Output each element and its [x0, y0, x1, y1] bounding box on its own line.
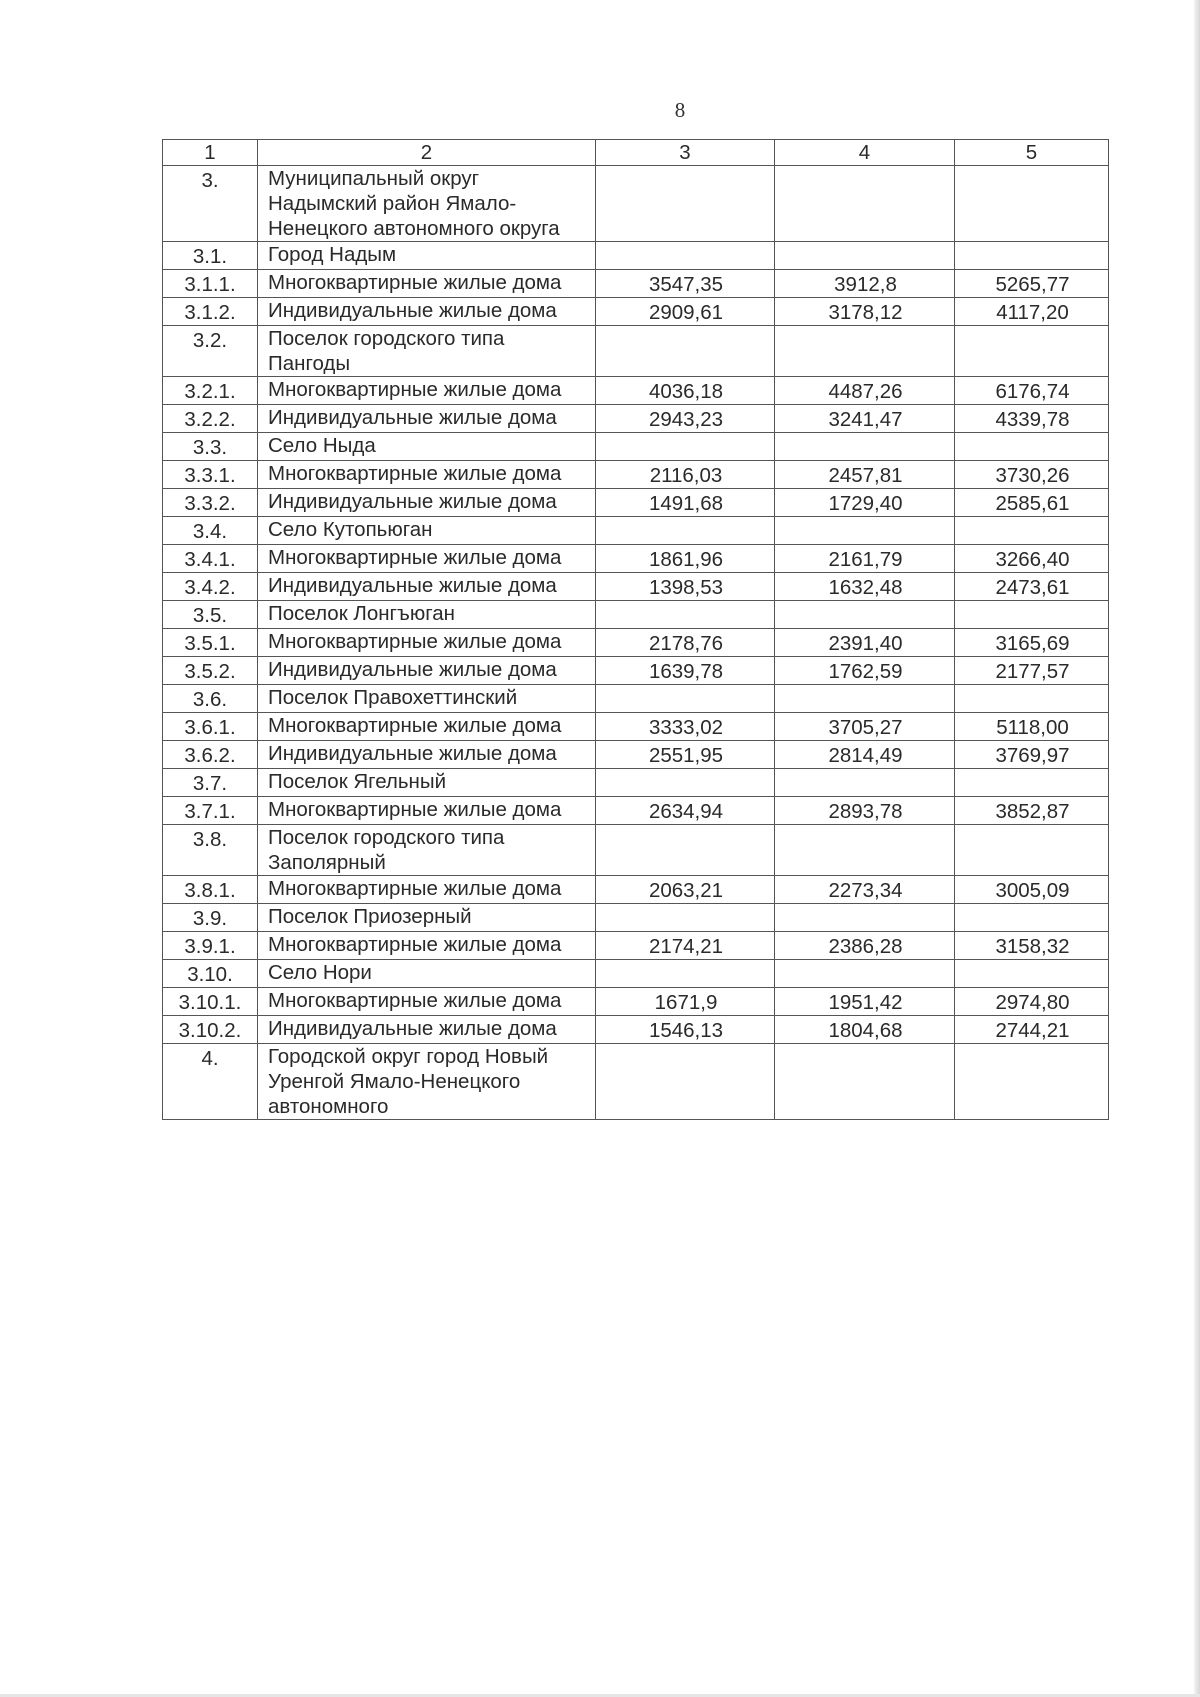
row-number-cell: 3.4.1.: [163, 545, 258, 573]
header-cell: 5: [955, 140, 1109, 166]
value-cell-col3: 2634,94: [596, 797, 775, 825]
value-cell-col5: 3852,87: [955, 797, 1109, 825]
value-cell-col3: [596, 1044, 775, 1120]
table-row: [163, 545, 1109, 573]
value-cell-col3: [596, 166, 775, 242]
value-cell-col4: [775, 517, 955, 545]
table-row: [163, 685, 1109, 713]
value-cell-col4: [775, 825, 955, 876]
row-number-cell: 3.1.2.: [163, 298, 258, 326]
value-cell-col4: 2391,40: [775, 629, 955, 657]
row-number-cell: 3.4.2.: [163, 573, 258, 601]
row-number-cell: 3.1.: [163, 242, 258, 270]
value-cell-col3: [596, 433, 775, 461]
value-cell-col5: 3266,40: [955, 545, 1109, 573]
row-name-cell: Поселок Лонгъюган: [258, 601, 596, 629]
value-cell-col5: [955, 433, 1109, 461]
value-cell-col4: 3241,47: [775, 405, 955, 433]
table-row: [163, 1044, 1109, 1120]
row-number-cell: 3.10.2.: [163, 1016, 258, 1044]
row-number-cell: 3.9.1.: [163, 932, 258, 960]
row-name-cell: Многоквартирные жилые дома: [258, 876, 596, 904]
value-cell-col3: 2909,61: [596, 298, 775, 326]
value-cell-col4: [775, 769, 955, 797]
value-cell-col4: [775, 601, 955, 629]
table-row: [163, 517, 1109, 545]
value-cell-col3: 1398,53: [596, 573, 775, 601]
row-number-cell: 3.2.2.: [163, 405, 258, 433]
row-name-cell: Многоквартирные жилые дома: [258, 270, 596, 298]
row-number-cell: 3.1.1.: [163, 270, 258, 298]
value-cell-col5: 6176,74: [955, 377, 1109, 405]
table-row: [163, 298, 1109, 326]
value-cell-col4: 2457,81: [775, 461, 955, 489]
value-cell-col3: 2178,76: [596, 629, 775, 657]
row-number-cell: 3.8.: [163, 825, 258, 876]
row-number-cell: 3.6.2.: [163, 741, 258, 769]
row-name-cell: Село Ныда: [258, 433, 596, 461]
value-cell-col3: 1861,96: [596, 545, 775, 573]
value-cell-col3: [596, 601, 775, 629]
table-row: [163, 1016, 1109, 1044]
value-cell-col3: 2063,21: [596, 876, 775, 904]
value-cell-col5: [955, 166, 1109, 242]
row-name-cell: Многоквартирные жилые дома: [258, 461, 596, 489]
value-cell-col5: [955, 1044, 1109, 1120]
row-number-cell: 4.: [163, 1044, 258, 1120]
value-cell-col5: [955, 242, 1109, 270]
value-cell-col4: 1632,48: [775, 573, 955, 601]
value-cell-col5: [955, 685, 1109, 713]
row-name-cell: Индивидуальные жилые дома: [258, 1016, 596, 1044]
table-row: [163, 769, 1109, 797]
value-cell-col5: 5265,77: [955, 270, 1109, 298]
table-header-row: [163, 140, 1109, 166]
page-number: 8: [674, 98, 686, 122]
row-name-cell: Многоквартирные жилые дома: [258, 932, 596, 960]
value-cell-col4: 2893,78: [775, 797, 955, 825]
value-cell-col4: 3178,12: [775, 298, 955, 326]
value-cell-col5: [955, 601, 1109, 629]
scan-edge-shadow: [1194, 0, 1200, 1697]
row-name-cell: Поселок Правохеттинский: [258, 685, 596, 713]
table-row: [163, 713, 1109, 741]
value-cell-col5: 2974,80: [955, 988, 1109, 1016]
value-cell-col4: [775, 1044, 955, 1120]
value-cell-col4: 2814,49: [775, 741, 955, 769]
value-cell-col3: [596, 326, 775, 377]
row-number-cell: 3.9.: [163, 904, 258, 932]
value-cell-col3: 1639,78: [596, 657, 775, 685]
table-row: [163, 876, 1109, 904]
row-number-cell: 3.5.1.: [163, 629, 258, 657]
row-name-cell: Многоквартирные жилые дома: [258, 988, 596, 1016]
header-cell: 4: [775, 140, 955, 166]
value-cell-col4: 3912,8: [775, 270, 955, 298]
row-number-cell: 3.6.1.: [163, 713, 258, 741]
value-cell-col4: 3705,27: [775, 713, 955, 741]
table-row: [163, 270, 1109, 298]
row-number-cell: 3.4.: [163, 517, 258, 545]
value-cell-col4: 2161,79: [775, 545, 955, 573]
table-row: [163, 377, 1109, 405]
row-number-cell: 3.3.1.: [163, 461, 258, 489]
table-row: [163, 741, 1109, 769]
row-name-cell: Многоквартирные жилые дома: [258, 629, 596, 657]
row-name-cell: Многоквартирные жилые дома: [258, 713, 596, 741]
value-cell-col3: 2174,21: [596, 932, 775, 960]
row-number-cell: 3.8.1.: [163, 876, 258, 904]
value-cell-col4: 1762,59: [775, 657, 955, 685]
table-row: [163, 405, 1109, 433]
value-cell-col5: 4117,20: [955, 298, 1109, 326]
value-cell-col5: 3769,97: [955, 741, 1109, 769]
row-name-cell: Многоквартирные жилые дома: [258, 545, 596, 573]
value-cell-col5: [955, 517, 1109, 545]
table-row: [163, 988, 1109, 1016]
header-cell: 1: [163, 140, 258, 166]
value-cell-col3: 2943,23: [596, 405, 775, 433]
value-cell-col4: [775, 960, 955, 988]
value-cell-col3: [596, 904, 775, 932]
header-cell: 3: [596, 140, 775, 166]
value-cell-col3: [596, 769, 775, 797]
row-number-cell: 3.3.: [163, 433, 258, 461]
value-cell-col3: [596, 685, 775, 713]
value-cell-col4: [775, 166, 955, 242]
row-number-cell: 3.2.: [163, 326, 258, 377]
table-row: [163, 326, 1109, 377]
row-name-cell: Многоквартирные жилые дома: [258, 797, 596, 825]
value-cell-col3: 3333,02: [596, 713, 775, 741]
value-cell-col4: [775, 685, 955, 713]
row-number-cell: 3.5.2.: [163, 657, 258, 685]
table-row: [163, 629, 1109, 657]
row-number-cell: 3.10.: [163, 960, 258, 988]
table-row: [163, 489, 1109, 517]
value-cell-col3: [596, 242, 775, 270]
value-cell-col3: 3547,35: [596, 270, 775, 298]
table-body: [163, 140, 1109, 1120]
row-name-cell: Многоквартирные жилые дома: [258, 377, 596, 405]
table-row: [163, 932, 1109, 960]
table-row: [163, 242, 1109, 270]
row-name-cell: Индивидуальные жилые дома: [258, 657, 596, 685]
value-cell-col3: [596, 825, 775, 876]
value-cell-col5: 3165,69: [955, 629, 1109, 657]
row-name-cell: Индивидуальные жилые дома: [258, 741, 596, 769]
value-cell-col5: 3005,09: [955, 876, 1109, 904]
value-cell-col3: [596, 517, 775, 545]
row-number-cell: 3.3.2.: [163, 489, 258, 517]
row-name-cell: Индивидуальные жилые дома: [258, 405, 596, 433]
value-cell-col4: 1804,68: [775, 1016, 955, 1044]
value-cell-col4: [775, 904, 955, 932]
value-cell-col3: 4036,18: [596, 377, 775, 405]
table-row: [163, 433, 1109, 461]
value-cell-col5: 4339,78: [955, 405, 1109, 433]
row-number-cell: 3.5.: [163, 601, 258, 629]
value-cell-col4: 1951,42: [775, 988, 955, 1016]
row-name-cell: Поселок Приозерный: [258, 904, 596, 932]
value-cell-col4: [775, 433, 955, 461]
row-name-cell: Поселок Ягельный: [258, 769, 596, 797]
row-number-cell: 3.6.: [163, 685, 258, 713]
table-row: [163, 573, 1109, 601]
row-name-cell: Село Кутопьюган: [258, 517, 596, 545]
row-name-cell: Поселок городского типа Пангоды: [258, 326, 596, 377]
row-name-cell: Муниципальный округ Надымский район Ямало-Ненецкого автономного округа: [258, 166, 596, 242]
value-cell-col4: 4487,26: [775, 377, 955, 405]
value-cell-col5: [955, 769, 1109, 797]
value-cell-col4: 1729,40: [775, 489, 955, 517]
table-row: [163, 904, 1109, 932]
value-cell-col4: 2386,28: [775, 932, 955, 960]
row-number-cell: 3.2.1.: [163, 377, 258, 405]
row-number-cell: 3.7.: [163, 769, 258, 797]
row-name-cell: Село Нори: [258, 960, 596, 988]
table-row: [163, 601, 1109, 629]
value-cell-col5: 2177,57: [955, 657, 1109, 685]
price-table: [162, 139, 1109, 1120]
value-cell-col5: 2744,21: [955, 1016, 1109, 1044]
row-number-cell: 3.7.1.: [163, 797, 258, 825]
value-cell-col3: [596, 960, 775, 988]
value-cell-col4: [775, 242, 955, 270]
row-name-cell: Поселок городского типа Заполярный: [258, 825, 596, 876]
row-name-cell: Индивидуальные жилые дома: [258, 573, 596, 601]
row-name-cell: Индивидуальные жилые дома: [258, 489, 596, 517]
value-cell-col3: 1671,9: [596, 988, 775, 1016]
table-row: [163, 166, 1109, 242]
value-cell-col5: 2473,61: [955, 573, 1109, 601]
value-cell-col3: 1546,13: [596, 1016, 775, 1044]
value-cell-col3: 1491,68: [596, 489, 775, 517]
table-row: [163, 960, 1109, 988]
value-cell-col3: 2116,03: [596, 461, 775, 489]
value-cell-col5: [955, 960, 1109, 988]
value-cell-col5: [955, 326, 1109, 377]
value-cell-col5: 3158,32: [955, 932, 1109, 960]
table-row: [163, 461, 1109, 489]
header-cell: 2: [258, 140, 596, 166]
row-number-cell: 3.: [163, 166, 258, 242]
table-row: [163, 797, 1109, 825]
value-cell-col4: 2273,34: [775, 876, 955, 904]
value-cell-col5: [955, 904, 1109, 932]
value-cell-col5: 5118,00: [955, 713, 1109, 741]
value-cell-col3: 2551,95: [596, 741, 775, 769]
row-number-cell: 3.10.1.: [163, 988, 258, 1016]
value-cell-col5: 2585,61: [955, 489, 1109, 517]
table-row: [163, 657, 1109, 685]
value-cell-col4: [775, 326, 955, 377]
value-cell-col5: [955, 825, 1109, 876]
table-row: [163, 825, 1109, 876]
row-name-cell: Городской округ город Новый Уренгой Ямало-Ненецкого автономного: [258, 1044, 596, 1120]
value-cell-col5: 3730,26: [955, 461, 1109, 489]
row-name-cell: Индивидуальные жилые дома: [258, 298, 596, 326]
row-name-cell: Город Надым: [258, 242, 596, 270]
